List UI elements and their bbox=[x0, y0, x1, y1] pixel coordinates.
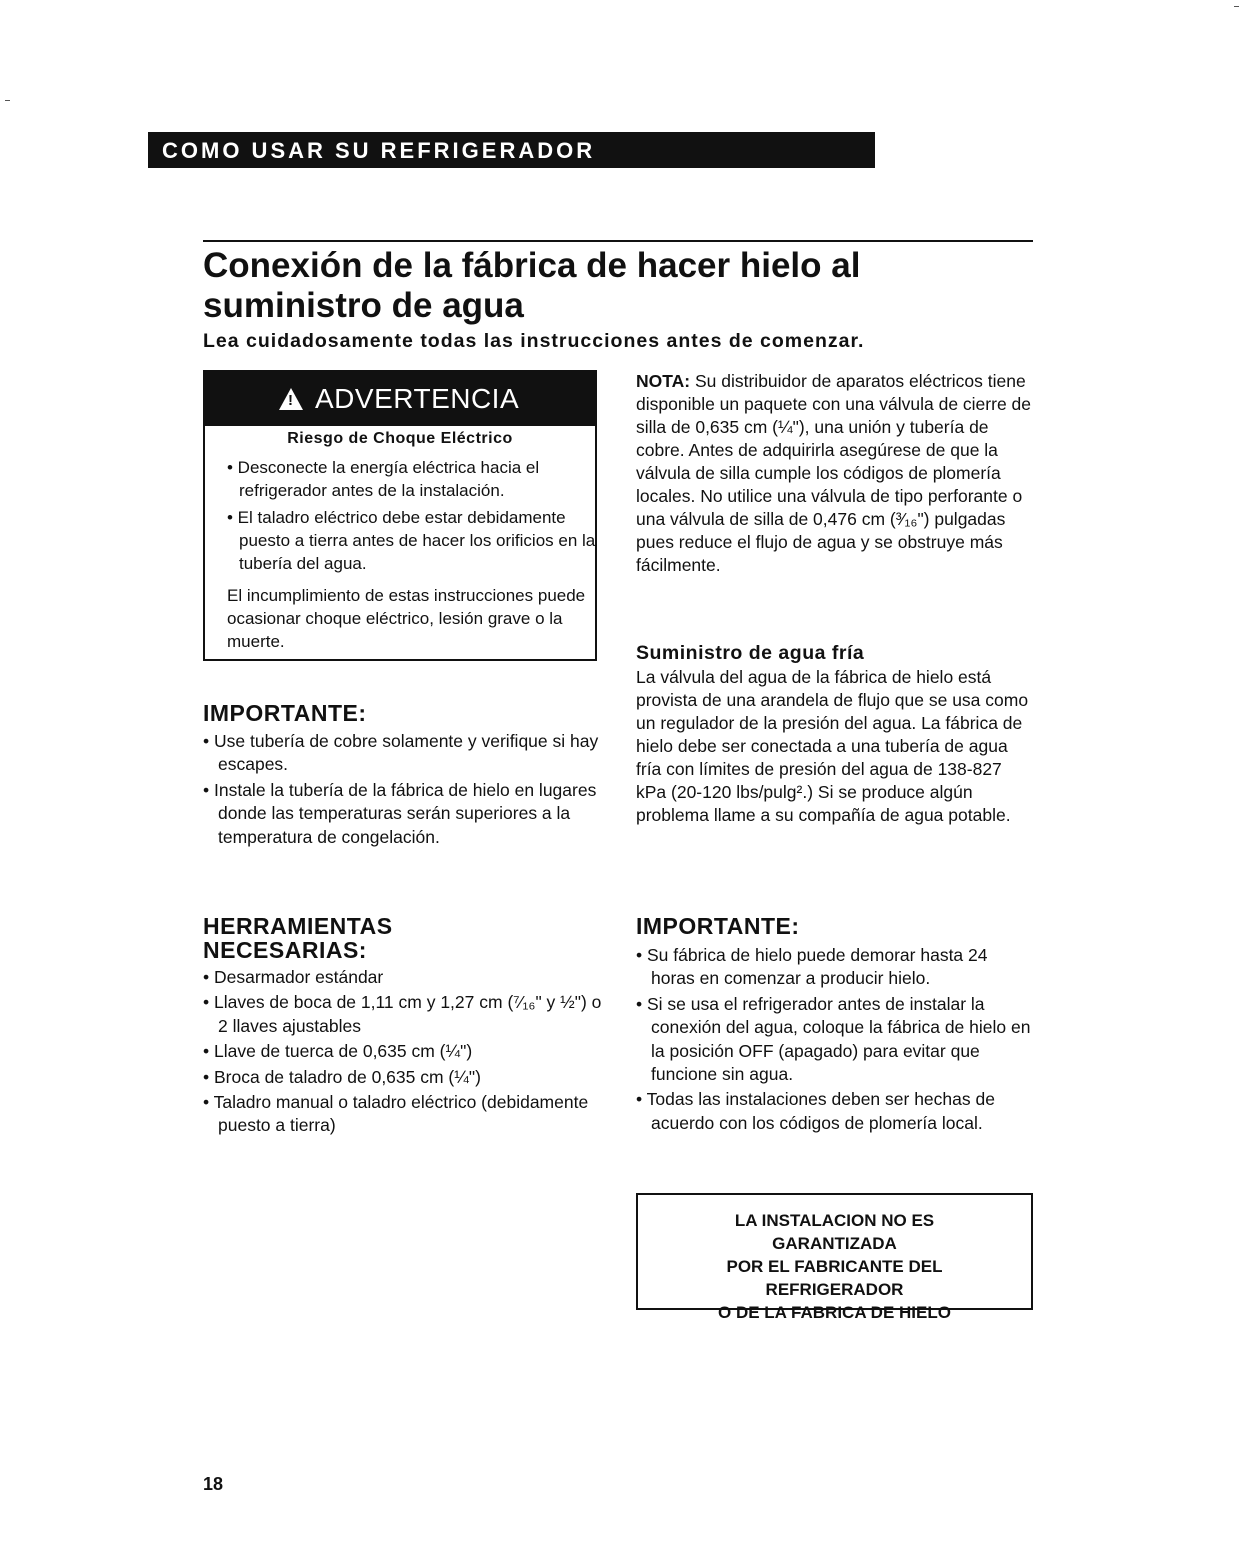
importante-right-list bbox=[636, 944, 1036, 1135]
list-item: • Broca de taladro de 0,635 cm (¼") bbox=[203, 1066, 481, 1087]
page-title bbox=[203, 246, 1033, 326]
suministro-text: La válvula del agua de la fábrica de hielo está provista de una arandela de flujo que se usa como un regulador de la presión del agua. La fábrica de hielo debe ser conectada a una tubería de agua fría con límites de presión del agua de 138-827 kPa (20-120 lbs/pulg².) Si se produce algún problema llame a su compañía de agua potable. bbox=[636, 667, 1029, 825]
page-title-line1: Conexión de la fábrica de hacer hielo al bbox=[203, 246, 861, 285]
list-item: • Llave de tuerca de 0,635 cm (¼") bbox=[203, 1041, 473, 1062]
list-item: • Todas las instalaciones deben ser hechas de acuerdo con los códigos de plomería local. bbox=[636, 1089, 995, 1133]
scan-mark-left bbox=[5, 100, 10, 101]
installation-notice-line: O DE LA FABRICA DE HIELO bbox=[718, 1303, 951, 1322]
list-item: • Instale la tubería de la fábrica de hielo en lugares donde las temperaturas serán superiores a la temperatura de congelación. bbox=[203, 779, 597, 847]
importante-left-list bbox=[203, 730, 603, 849]
page-subtitle: Lea cuidadosamente todas las instrucciones antes de comenzar. bbox=[203, 330, 865, 352]
list-item: • Llaves de boca de 1,11 cm y 1,27 cm (⁷⁄₁₆" y ½") o 2 llaves ajustables bbox=[203, 992, 602, 1036]
list-item: • Si se usa el refrigerador antes de instalar la conexión del agua, coloque la fábrica de hielo en la posición OFF (apagado) para evitar que funcione sin agua. bbox=[636, 993, 1031, 1085]
installation-notice-line: REFRIGERADOR bbox=[765, 1280, 904, 1299]
herramientas-heading-line1: HERRAMIENTAS bbox=[203, 913, 393, 939]
warning-subheading: Riesgo de Choque Eléctrico bbox=[287, 430, 513, 447]
nota-paragraph bbox=[636, 370, 1036, 577]
installation-notice-line: POR EL FABRICANTE DEL bbox=[726, 1257, 943, 1276]
page-title-line2: suministro de agua bbox=[203, 286, 524, 325]
warning-heading: ADVERTENCIA bbox=[315, 383, 520, 414]
warning-item: • El taladro eléctrico debe estar debidamente puesto a tierra antes de hacer los orificios en la tubería del agua. bbox=[227, 508, 596, 573]
warning-footer: El incumplimiento de estas instrucciones puede ocasionar choque eléctrico, lesión grave o la muerte. bbox=[227, 586, 586, 651]
section-header-bar bbox=[148, 132, 875, 168]
herramientas-heading bbox=[203, 914, 393, 962]
installation-notice-line: GARANTIZADA bbox=[772, 1234, 897, 1253]
section-label: COMO USAR SU REFRIGERADOR bbox=[162, 138, 596, 163]
warning-triangle-icon bbox=[279, 388, 303, 410]
installation-notice-line: LA INSTALACION NO ES bbox=[734, 1211, 935, 1230]
importante-left-heading: IMPORTANTE: bbox=[203, 700, 367, 726]
herramientas-list bbox=[203, 966, 603, 1138]
scan-mark-right bbox=[1234, 6, 1239, 7]
herramientas-heading-line2: NECESARIAS: bbox=[203, 937, 367, 963]
suministro-heading: Suministro de agua fría bbox=[636, 642, 865, 664]
page-number: 18 bbox=[203, 1474, 224, 1494]
title-rule bbox=[203, 240, 1033, 242]
warning-header bbox=[205, 372, 595, 426]
nota-label: NOTA: bbox=[636, 371, 691, 391]
warning-list bbox=[227, 456, 597, 579]
installation-notice-box bbox=[636, 1193, 1033, 1322]
list-item: • Use tubería de cobre solamente y verifique si hay escapes. bbox=[203, 731, 599, 775]
list-item: • Su fábrica de hielo puede demorar hasta 24 horas en comenzar a producir hielo. bbox=[636, 945, 988, 989]
list-item: • Taladro manual o taladro eléctrico (debidamente puesto a tierra) bbox=[203, 1092, 589, 1136]
warning-symbol: ! bbox=[288, 392, 293, 409]
importante-right-heading: IMPORTANTE: bbox=[636, 913, 800, 939]
list-item: • Desarmador estándar bbox=[203, 967, 384, 987]
warning-item: • Desconecte la energía eléctrica hacia el refrigerador antes de la instalación. bbox=[227, 458, 540, 500]
warning-box bbox=[203, 370, 597, 661]
nota-text: Su distribuidor de aparatos eléctricos tiene disponible un paquete con una válvula de cierre de silla de 0,635 cm (¼"), una unión y tubería de cobre. Antes de adquirirla asegúrese de que la válvula de silla cumple los códigos de plomería locales. No utilice una válvula de tipo perforante o una válvula de silla de 0,476 cm (³⁄₁₆") pulgadas pues reduce el flujo de agua y se obstruye más fácilmente. bbox=[636, 371, 1032, 575]
